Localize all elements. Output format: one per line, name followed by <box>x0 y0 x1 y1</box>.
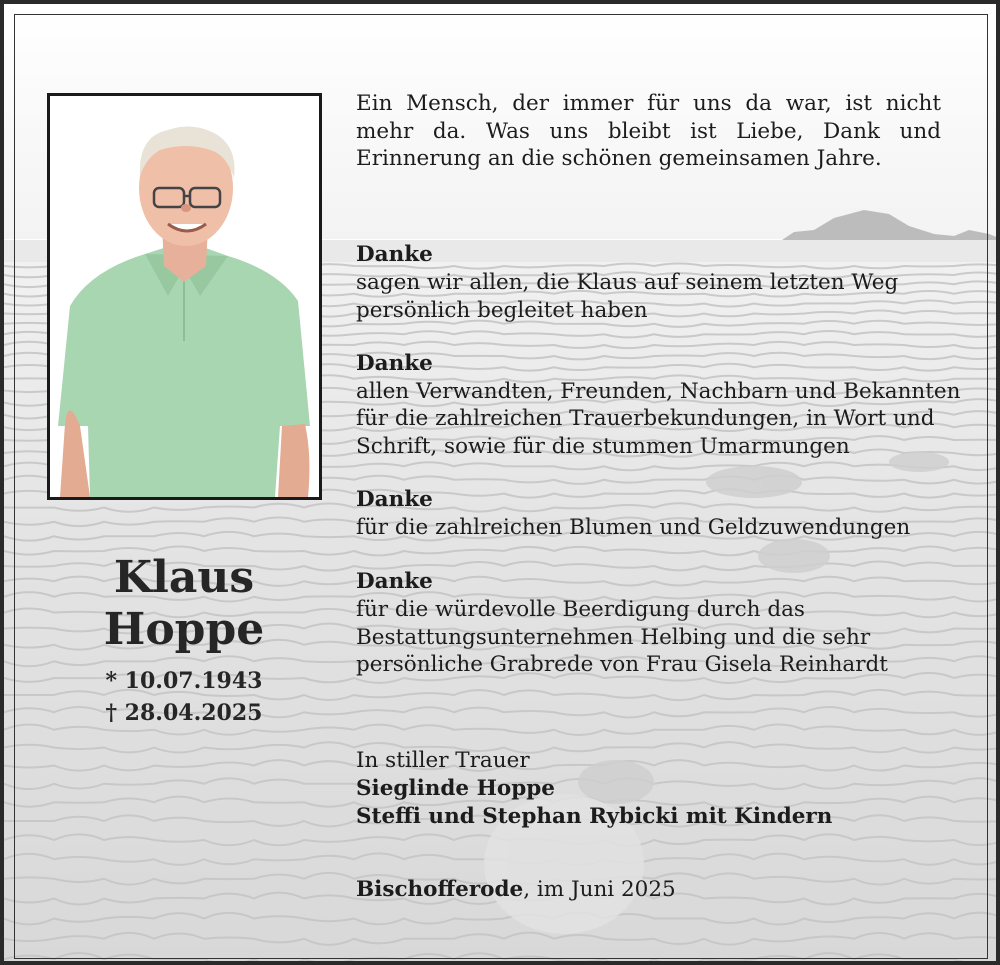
thanks-line: sagen wir allen, die Klaus auf seinem letzten Weg <box>356 270 899 295</box>
thanks-heading: Danke <box>356 487 433 512</box>
last-name: Hoppe <box>103 604 265 655</box>
thanks-line: für die zahlreichen Trauerbekundungen, in Wort und <box>356 406 935 431</box>
mourner-name: Sieglinde Hoppe <box>356 776 555 801</box>
thanks-line: allen Verwandten, Freunden, Nachbarn und Bekannten <box>356 379 961 404</box>
place: Bischofferode <box>356 877 524 902</box>
thanks-line: persönliche Grabrede von Frau Gisela Reinhardt <box>356 652 888 677</box>
place-date-line <box>356 876 676 904</box>
mourner-name: Steffi und Stephan Rybicki mit Kindern <box>356 804 833 829</box>
first-name: Klaus <box>113 552 255 603</box>
mourners-intro: In stiller Trauer <box>356 748 530 773</box>
birth-date: * 10.07.1943 <box>105 668 263 694</box>
thanks-line: für die zahlreichen Blumen und Geldzuwendungen <box>356 515 911 540</box>
date: , im Juni 2025 <box>523 877 676 902</box>
thanks-line: persönlich begleitet haben <box>356 298 648 323</box>
thanks-heading: Danke <box>356 351 433 376</box>
portrait-photo <box>47 93 322 500</box>
thanks-line: Schrift, sowie für die stummen Umarmungen <box>356 434 850 459</box>
thanks-heading: Danke <box>356 242 433 267</box>
thanks-line: Bestattungsunternehmen Helbing und die sehr <box>356 625 871 650</box>
thanks-heading: Danke <box>356 569 433 594</box>
death-date: † 28.04.2025 <box>105 700 263 726</box>
thanks-line: für die würdevolle Beerdigung durch das <box>356 597 805 622</box>
intro-paragraph: Ein Mensch, der immer für uns da war, ist nicht mehr da. Was uns bleibt ist Liebe, Dank und Erinnerung an die schönen gemeinsamen Jahre. <box>356 91 941 171</box>
